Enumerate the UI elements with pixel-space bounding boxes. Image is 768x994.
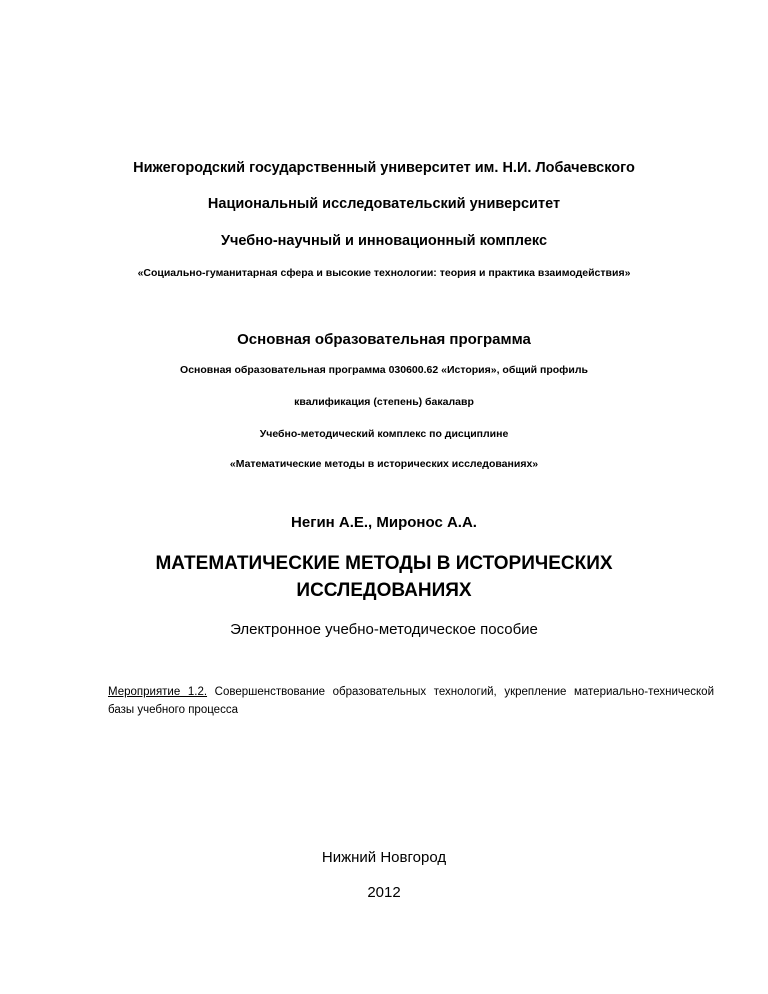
qualification-line: квалификация (степень) бакалавр	[294, 396, 474, 408]
complex-name: «Социально-гуманитарная сфера и высокие технологии: теория и практика взаимодействия»	[137, 267, 631, 279]
subtitle: Электронное учебно-методическое пособие	[230, 621, 538, 638]
program-line: Основная образовательная программа 030600.62 «История», общий профиль	[180, 364, 588, 376]
city: Нижний Новгород	[321, 849, 447, 866]
university-name: Нижегородский государственный университет им. Н.И. Лобачевского	[133, 160, 635, 176]
program-title: Основная образовательная программа	[237, 331, 531, 348]
main-title-line1: МАТЕМАТИЧЕСКИЕ МЕТОДЫ В ИСТОРИЧЕСКИХ	[155, 553, 613, 574]
year: 2012	[367, 884, 401, 901]
research-university: Национальный исследовательский университет	[207, 196, 561, 212]
activity-label: Мероприятие 1.2.	[108, 686, 208, 698]
activity-text: Совершенствование образовательных технологий, укрепление материально-технической базы учебного процесса	[108, 686, 714, 716]
authors: Негин А.Е., Миронос А.А.	[291, 514, 477, 531]
umk-line: Учебно-методический комплекс по дисциплине	[259, 428, 509, 440]
main-title-line2: ИССЛЕДОВАНИЯХ	[296, 580, 472, 601]
activity-paragraph	[108, 683, 714, 719]
complex-title: Учебно-научный и инновационный комплекс	[220, 233, 548, 249]
discipline-line: «Математические методы в исторических исследованиях»	[229, 458, 539, 470]
